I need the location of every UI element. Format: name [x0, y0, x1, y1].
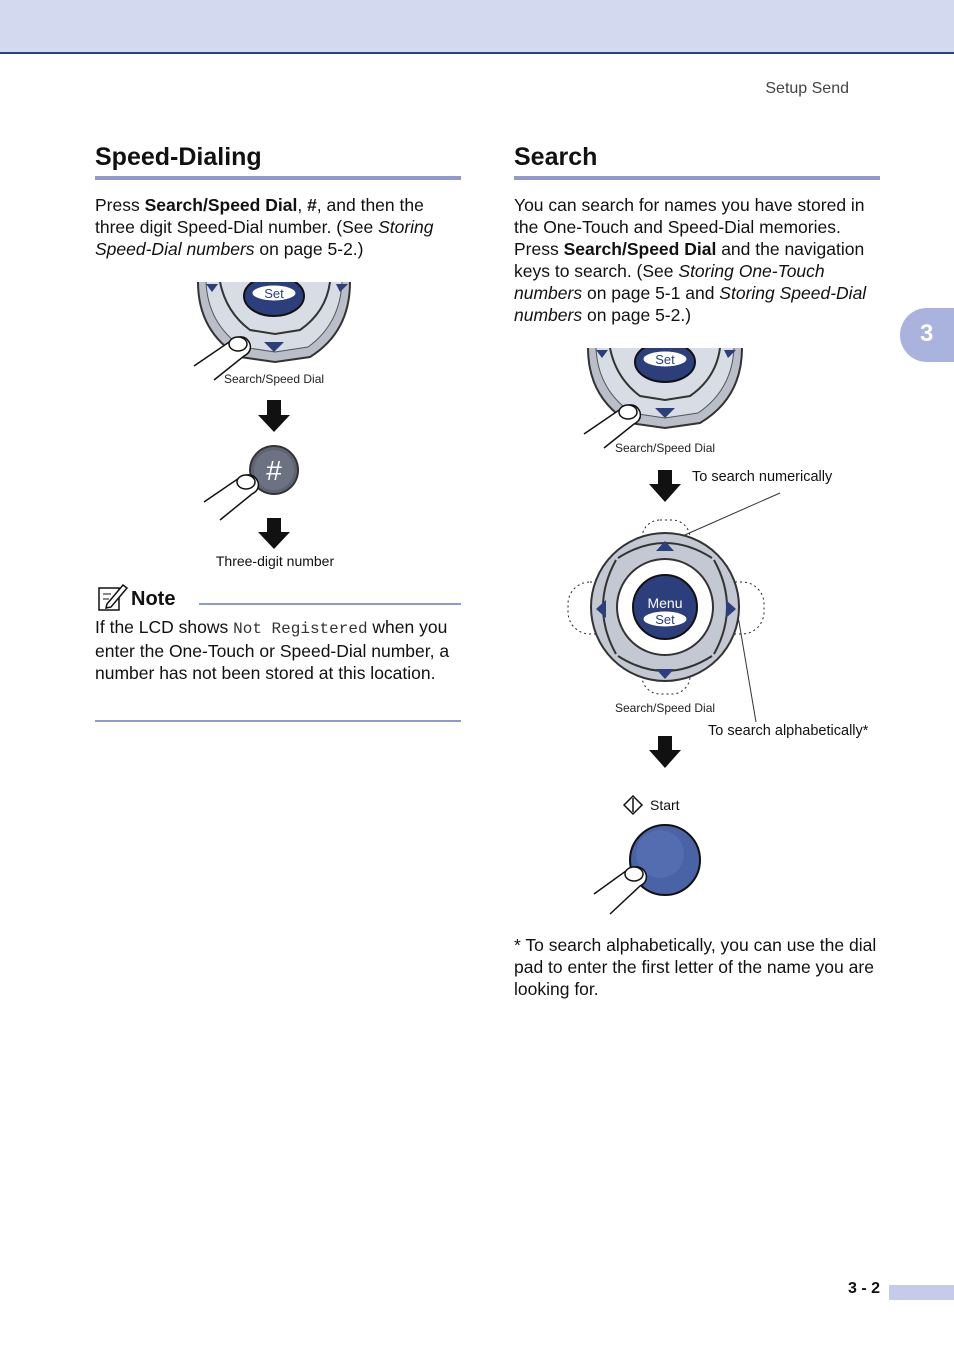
hash-key-label: # — [266, 455, 282, 486]
chapter-number: 3 — [920, 320, 934, 347]
footnote: * To search alphabetically, you can use the dial pad to enter the first letter of the name you are looking for. — [514, 935, 877, 999]
top-band — [0, 0, 954, 54]
menu-set-key-label: Set — [655, 612, 675, 627]
note-pencil-icon — [97, 582, 129, 612]
note-bottom-rule — [95, 720, 461, 722]
search-alphabetically-label: To search alphabetically* — [708, 723, 869, 739]
menu-key-label: Menu — [647, 595, 683, 611]
finger-icon-4 — [594, 867, 646, 914]
search-illustration — [560, 348, 890, 918]
set-key-label-r: Set — [655, 352, 675, 367]
footer-bar — [889, 1285, 954, 1300]
down-arrow-4-icon — [649, 736, 681, 768]
search-section — [514, 143, 880, 326]
down-arrow-1-icon — [258, 400, 290, 432]
speed-dialing-paragraph: Press Search/Speed Dial, #, and then the three digit Speed-Dial number. (See Storing Speed-Dial numbers on page 5-2.) — [95, 195, 434, 259]
search-paragraph: You can search for names you have stored in the One-Touch and Speed-Dial memories. Press Search/Speed Dial and the navigation keys to search. (See Storing One-Touch numbers on page 5-1 and Storing Speed-Dial numbers on page 5-2.) — [514, 195, 867, 325]
start-key-label: Start — [650, 797, 680, 813]
lcd-message: Not Registered — [233, 620, 368, 638]
navigation-dpad — [568, 520, 764, 694]
speed-dial-illustration — [180, 282, 370, 572]
chapter-tab — [900, 308, 954, 362]
search-numerically-label: To search numerically — [692, 469, 833, 485]
running-header: Setup Send — [765, 80, 849, 97]
search-heading: Search — [514, 143, 880, 180]
search-speed-dial-key-label-2: Search/Speed Dial — [614, 701, 716, 715]
note-rule — [199, 603, 461, 605]
finger-icon-2 — [204, 475, 258, 520]
down-arrow-2-icon — [258, 518, 290, 549]
search-speed-dial-key-label: Search/Speed Dial — [223, 372, 325, 386]
three-digit-caption: Three-digit number — [215, 553, 335, 569]
note-title: Note — [131, 588, 176, 610]
speed-dialing-heading: Speed-Dialing — [95, 143, 461, 180]
down-arrow-3-icon — [649, 470, 681, 502]
set-key-label: Set — [264, 286, 284, 301]
page-number: 3 - 2 — [847, 1280, 880, 1297]
speed-dialing-section — [95, 143, 461, 260]
note-text: If the LCD shows Not Registered when you enter the One-Touch or Speed-Dial number, a number has not been stored at this location. — [95, 617, 450, 683]
search-speed-dial-key-label-r: Search/Speed Dial — [614, 441, 716, 455]
start-label-group — [624, 796, 680, 814]
